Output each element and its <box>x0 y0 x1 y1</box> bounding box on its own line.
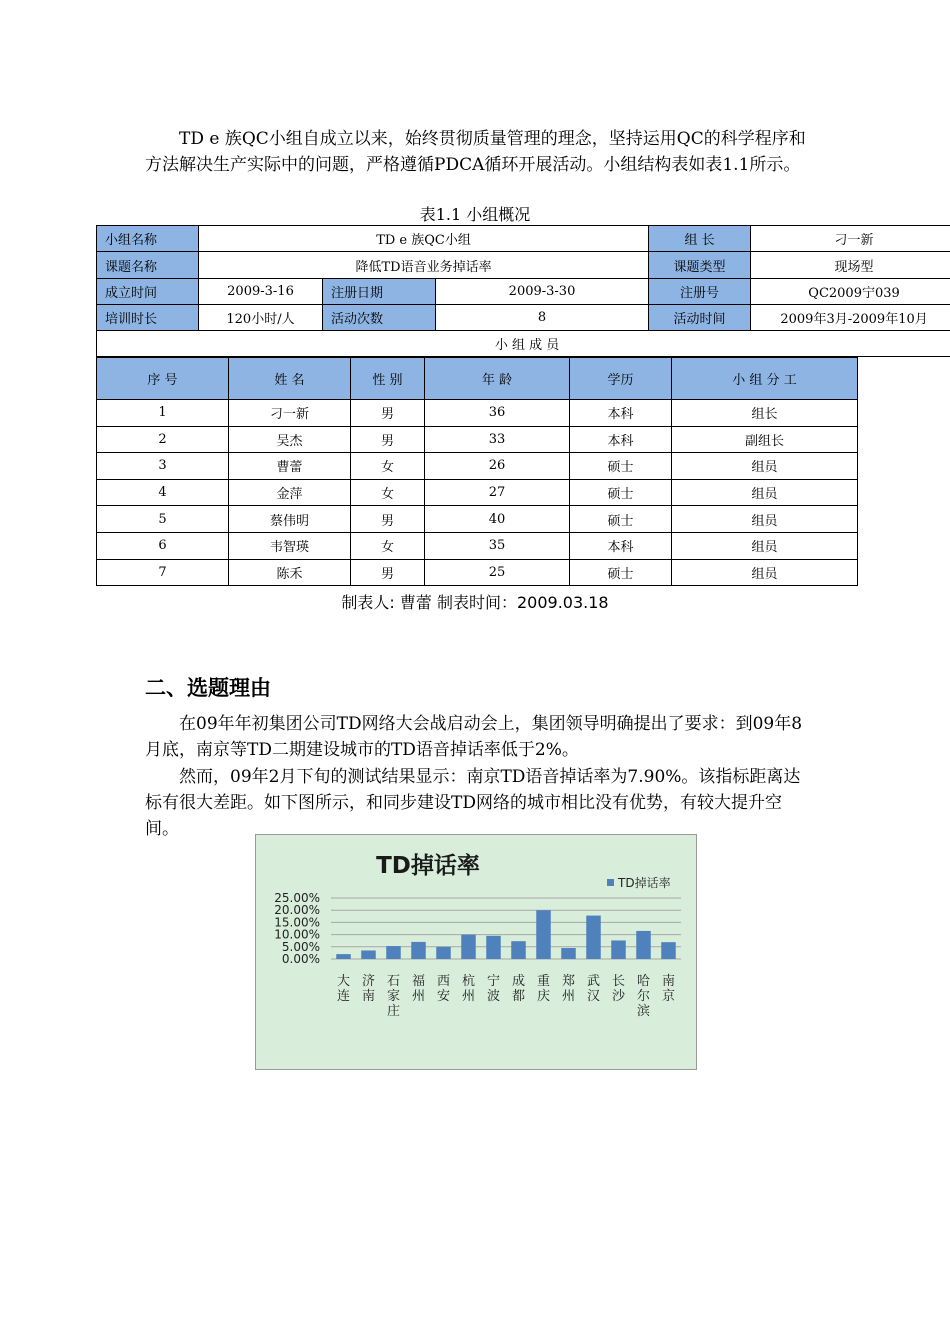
info-label: 活动时间 <box>649 305 751 331</box>
info-label: 组 长 <box>649 226 751 252</box>
column-header: 年 龄 <box>425 358 570 400</box>
info-label: 注册号 <box>649 279 751 305</box>
table-cell: 韦智瑛 <box>229 532 351 559</box>
chart-svg <box>256 835 696 1069</box>
table-cell: 25 <box>425 559 570 586</box>
members-header-row <box>97 358 858 400</box>
x-category-label: 济南 <box>361 974 376 1004</box>
table-cell: 男 <box>351 506 425 533</box>
table-cell: 6 <box>97 532 229 559</box>
bar <box>511 941 526 959</box>
info-label: 活动次数 <box>323 305 436 331</box>
info-label: 课题名称 <box>97 252 199 279</box>
x-category-label: 宁波 <box>486 974 501 1004</box>
table-cell: 女 <box>351 479 425 506</box>
bar <box>611 940 626 959</box>
info-value: QC2009宁039 <box>751 279 950 305</box>
chart-title: TD掉话率 <box>376 853 480 879</box>
table-cell: 27 <box>425 479 570 506</box>
table-cell: 33 <box>425 426 570 453</box>
bar <box>436 947 451 959</box>
info-label: 小组名称 <box>97 226 199 252</box>
table-cell: 蔡伟明 <box>229 506 351 533</box>
y-tick-label: 15.00% <box>274 915 320 930</box>
column-header: 性 别 <box>351 358 425 400</box>
bar <box>486 936 501 959</box>
table-cell: 吴杰 <box>229 426 351 453</box>
reason-paragraph-1: 在09年年初集团公司TD网络大会战启动会上，集团领导明确提出了要求：到09年8月底，南京等TD二期建设城市的TD语音掉话率低于2%。 <box>145 714 803 760</box>
intro-paragraph: TD e 族QC小组自成立以来，始终贯彻质量管理的理念，坚持运用QC的科学程序和方法解决生产实际中的问题，严格遵循PDCA循环开展活动。小组结构表如表1.1所示。 <box>145 129 806 175</box>
x-category-label: 武汉 <box>586 974 601 1004</box>
drop-rate-chart <box>255 834 697 1070</box>
table-cell: 男 <box>351 559 425 586</box>
table-cell: 7 <box>97 559 229 586</box>
info-value: 降低TD语音业务掉话率 <box>199 252 649 279</box>
table-cell: 40 <box>425 506 570 533</box>
info-label: 成立时间 <box>97 279 199 305</box>
info-value: 2009-3-30 <box>436 279 649 305</box>
x-category-label: 石家庄 <box>386 974 401 1019</box>
bar <box>536 910 551 959</box>
section-title: 二、选题理由 <box>145 676 271 700</box>
info-label: 课题类型 <box>649 252 751 279</box>
table-cell: 组长 <box>672 400 858 427</box>
x-category-label: 成都 <box>511 974 526 1004</box>
table-cell: 硕士 <box>570 506 672 533</box>
info-label: 注册日期 <box>323 279 436 305</box>
table-cell: 组员 <box>672 532 858 559</box>
table-cell: 3 <box>97 453 229 480</box>
x-category-label: 大连 <box>336 974 351 1004</box>
column-header: 学历 <box>570 358 672 400</box>
bar <box>661 942 676 959</box>
table-cell: 4 <box>97 479 229 506</box>
x-category-label: 重庆 <box>536 974 551 1004</box>
table-row <box>97 559 858 586</box>
table-cell: 组员 <box>672 453 858 480</box>
bar <box>336 954 351 959</box>
table-cell: 1 <box>97 400 229 427</box>
group-info-table <box>96 225 950 357</box>
members-title: 小 组 成 员 <box>97 331 950 357</box>
x-category-label: 西安 <box>436 974 451 1004</box>
column-header: 姓 名 <box>229 358 351 400</box>
column-header: 序 号 <box>97 358 229 400</box>
table-row <box>97 506 858 533</box>
table-cell: 硕士 <box>570 479 672 506</box>
table-cell: 女 <box>351 532 425 559</box>
table-cell: 36 <box>425 400 570 427</box>
table-cell: 硕士 <box>570 559 672 586</box>
table-caption: 表1.1 小组概况 <box>419 205 531 224</box>
table-row <box>97 532 858 559</box>
table-cell: 35 <box>425 532 570 559</box>
table-row <box>97 305 950 331</box>
info-label: 培训时长 <box>97 305 199 331</box>
table-cell: 2 <box>97 426 229 453</box>
info-value: 刁一新 <box>751 226 950 252</box>
y-tick-label: 20.00% <box>274 903 320 918</box>
bar <box>411 942 426 959</box>
info-value: 现场型 <box>751 252 950 279</box>
info-value: 8 <box>436 305 649 331</box>
table-cell: 副组长 <box>672 426 858 453</box>
bar <box>461 935 476 959</box>
x-category-label: 郑州 <box>561 974 576 1004</box>
table-cell: 男 <box>351 400 425 427</box>
table-cell: 5 <box>97 506 229 533</box>
table-cell: 本科 <box>570 426 672 453</box>
table-cell: 女 <box>351 453 425 480</box>
table-cell: 组员 <box>672 506 858 533</box>
bar <box>561 948 576 959</box>
legend-label: TD掉话率 <box>618 876 671 890</box>
x-category-label: 长沙 <box>611 974 626 1004</box>
table-cell: 本科 <box>570 532 672 559</box>
table-row <box>97 331 950 357</box>
info-value: 120小时/人 <box>199 305 323 331</box>
table-row <box>97 279 950 305</box>
reason-paragraph-2: 然而，09年2月下旬的测试结果显示：南京TD语音掉话率为7.90%。该指标距离达标有很大差距。如下图所示，和同步建设TD网络的城市相比没有优势，有较大提升空间。 <box>145 767 801 839</box>
table-cell: 金萍 <box>229 479 351 506</box>
table-cell: 硕士 <box>570 453 672 480</box>
column-header: 小 组 分 工 <box>672 358 858 400</box>
bar <box>586 916 601 959</box>
x-category-label: 哈尔滨 <box>636 974 651 1019</box>
members-table <box>96 357 858 586</box>
y-tick-label: 25.00% <box>274 891 320 905</box>
info-value: TD e 族QC小组 <box>199 226 649 252</box>
table-cell: 组员 <box>672 479 858 506</box>
bar <box>636 931 651 959</box>
info-value: 2009年3月-2009年10月 <box>751 305 950 331</box>
table-row <box>97 453 858 480</box>
table-cell: 组员 <box>672 559 858 586</box>
table-cell: 26 <box>425 453 570 480</box>
table-cell: 刁一新 <box>229 400 351 427</box>
x-category-label: 福州 <box>411 974 426 1004</box>
table-row <box>97 226 950 252</box>
table-row <box>97 479 858 506</box>
bar <box>386 946 401 959</box>
table-cell: 曹蕾 <box>229 453 351 480</box>
legend-swatch <box>607 879 614 886</box>
table-cell: 男 <box>351 426 425 453</box>
bar <box>361 950 376 959</box>
info-value: 2009-3-16 <box>199 279 323 305</box>
table-row <box>97 400 858 427</box>
table-row <box>97 252 950 279</box>
table-row <box>97 426 858 453</box>
table-footer: 制表人: 曹蕾 制表时间：2009.03.18 <box>341 593 609 612</box>
table-cell: 陈禾 <box>229 559 351 586</box>
x-category-label: 南京 <box>661 974 676 1004</box>
y-tick-label: 10.00% <box>274 927 320 942</box>
y-tick-label: 0.00% <box>281 952 320 966</box>
table-cell: 本科 <box>570 400 672 427</box>
y-tick-label: 5.00% <box>281 939 320 954</box>
x-category-label: 杭州 <box>461 974 476 1004</box>
